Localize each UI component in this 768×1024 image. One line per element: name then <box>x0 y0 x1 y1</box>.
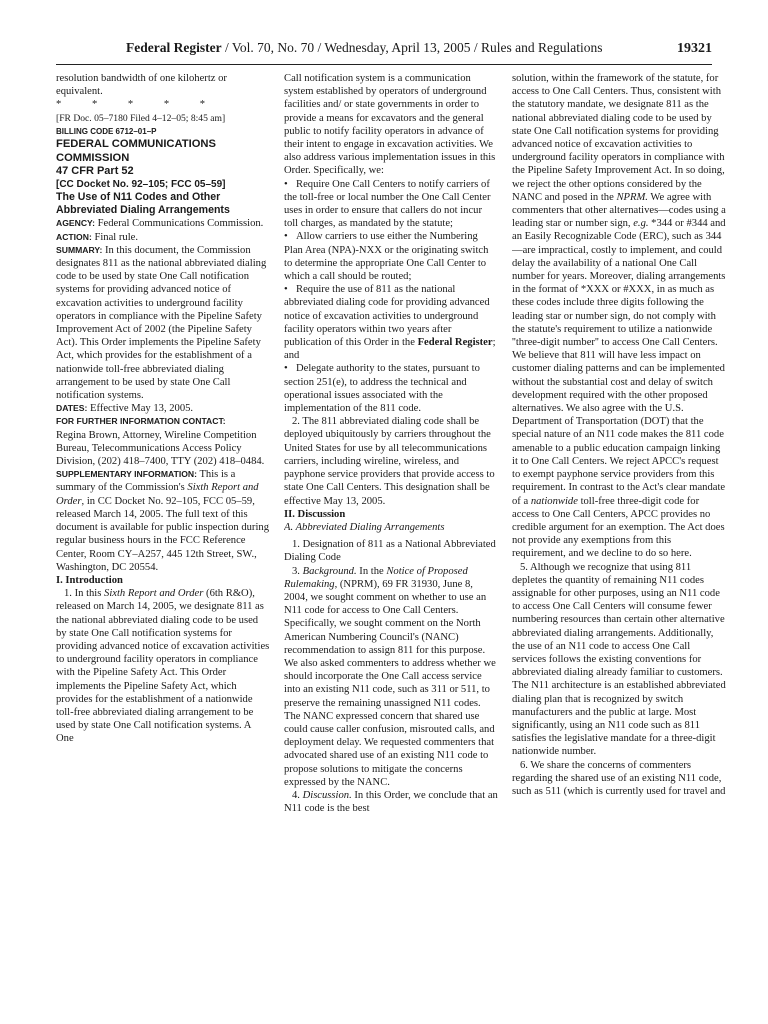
contact-text: Regina Brown, Attorney, Wireline Competition Bureau, Telecommunications Access Policy Division, (202) 418–7400, TTY (202) 418–0484. <box>56 429 265 468</box>
paragraph-5: 5. Although we recognize that using 811 depletes the quantity of remaining N11 codes assignable for other purposes, using an N11 code to access One Call Centers will consume fewer numbering resources than certain other alternative abbreviated dialing arrangements. Additionally, the use of an N11 code to access One Call services follows the existing conventions for abbreviated dialing already familiar to customers. The N11 architecture is an established abbreviated dialing plan that is recognized by switch manufacturers and the public at large. Most significantly, using an N11 code such as 811 satisfies the legislative mandate for a three-digit nationwide number. <box>512 561 726 758</box>
bullet-item: • Require One Call Centers to notify carriers of the toll-free or local number the One Call Center uses in order to ensure that callers do not incur toll charges, as mandated by the statute; <box>284 178 491 230</box>
discussion-heading: II. Discussion <box>284 508 346 520</box>
carryover-text: resolution bandwidth of one kilohertz or equivalent. <box>56 73 227 98</box>
paragraph-6: 6. We share the concerns of commenters regarding the shared use of an existing N11 code, such as 511 (which is currently used for travel and <box>512 759 726 797</box>
fr-doc-line: [FR Doc. 05–7180 Filed 4–12–05; 8:45 am] <box>56 112 226 124</box>
three-column-body <box>56 72 726 1012</box>
subsection-1-heading: 1. Designation of 811 as a National Abbreviated Dialing Code <box>284 539 496 564</box>
paragraph-4-continued: solution, within the framework of the statute, for access to One Call Centers. Thus, consistent with the statutory mandate, we designate 811 as the national abbreviated dialing code to be used by state One Call notification systems for providing advanced notice of excavation activities to underground facility operators in compliance with the Pipeline Safety Improvement Act. In so doing, we reject the other options considered by the NANC and posed in the NPRM. We agree with commenters that other alternatives—codes using a leading star or number sign, e.g. *344 or #344 and an Easily Recognizable Code (ERC), such as 344—are impractical, costly to implement, and could delay the availability of a national One Call number for years. Moreover, dialing arrangements in the format of *XXX or #XXX, in as much as these codes include three digits following the leading star or number sign, do not comply with the statute's requirement to utilize a nationwide ''three-digit number'' to access One Call Centers. We believe that 811 will have less impact on customer dialing patterns and can be implemented without the substantial cost and delay of switch development required with the other proposed alternatives. We also agree with the U.S. Department of Transportation (DOT) that the special nature of an N11 code makes the 811 code amenable to a public education campaign linking it to One Call Centers. We reject APCC's request to exempt payphone service providers from this requirement. In contrast to the Act's clear mandate of a nationwide toll-free three-digit code for access to One Call Centers, APCC provides no credible argument for an exemption. The Act does not provide any exemptions from this requirement, and we decline to do so here. <box>512 73 726 560</box>
bullet-icon: • <box>284 231 288 243</box>
bullet-icon: • <box>284 363 288 375</box>
bullet-icon: • <box>284 178 288 190</box>
bullet-item: • Require the use of 811 as the national abbreviated dialing code for providing advanced notice of excavation activities to underground facility operators within two years after publication of this Order in the Federal Register; and <box>284 284 496 362</box>
action-block: ACTION: Final rule. <box>56 231 139 243</box>
running-header <box>56 40 712 65</box>
issue-info: / Vol. 70, No. 70 / Wednesday, April 13, 2005 / Rules and Regulations <box>221 40 603 55</box>
paragraph-4: 4. Discussion. In this Order, we conclude that an N11 code is the best <box>284 789 498 815</box>
summary-block: SUMMARY: In this document, the Commission designates 811 as the national abbreviated dialing code to be used by state One Call notification systems for providing advanced notice of excavation activities to underground facility operators in compliance with the Pipeline Safety Improvement Act of 2002 (the Pipeline Safety Act). This Order implements the Pipeline Safety Act, which provides for the establishment of a nationwide toll-free abbreviated dialing arrangement to be used by state One Call notification systems. <box>56 244 267 402</box>
paragraph-2: 2. The 811 abbreviated dialing code shall be deployed ubiquitously by carriers throughout the United States for use by all telecommunications carriers, including wireline, wireless, and payphone service providers that provide access to state One Call Centers. This designation shall be effective May 13, 2005. <box>284 416 495 507</box>
paragraph-1-continued: Call notification system is a communication system established by operators of underground facilities and/ or state governments in order to provide a means for excavators and the general public to notify facility operators in advance of their intent to engage in excavation activities. We also address various implementation issues in this Order. Specifically, we: <box>284 73 496 177</box>
introduction-heading: I. Introduction <box>56 574 123 586</box>
header-left <box>56 40 657 56</box>
column-1 <box>56 72 270 1012</box>
paragraph-3: 3. Background. In the Notice of Proposed Rulemaking, (NPRM), 69 FR 31930, June 8, 2004, we sought comment on whether to use an N11 code for access to One Call Centers. Specifically, we sought comment on the North American Numbering Council's (NANC) recommendation to assign 811 for this purpose. We also asked commenters to address whether we should incorporate the One Call access service into an existing N11 code, such as 311 or 511, to preserve the remaining unassigned N11 codes. The NANC expressed concern that shared use could cause caller confusion, misrouted calls, and deployment delay. We requested commenters that advocated shared use of an existing N11 code to propose solutions to mitigate the concerns expressed by the NANC. <box>284 565 496 788</box>
agency-block: AGENCY: Federal Communications Commission. <box>56 218 264 230</box>
subsection-a-heading: A. Abbreviated Dialing Arrangements <box>284 521 445 533</box>
column-2 <box>284 72 498 1012</box>
supplementary-block: SUPPLEMENTARY INFORMATION: This is a summary of the Commission's Sixth Report and Order, in CC Docket No. 92–105, FCC 05–59, released March 14, 2005. The full text of this document is available for public inspection during regular business hours in the FCC Reference Center, Room CY–A257, 445 12th Street, SW., Washington, DC 20554. <box>56 469 269 573</box>
billing-code: BILLING CODE 6712–01–P <box>56 126 157 136</box>
column-3 <box>512 72 726 1012</box>
bullet-item: • Allow carriers to use either the Numbering Plan Area (NPA)-NXX or the originating switch to determine the appropriate One Call Center to which a call should be routed; <box>284 231 489 283</box>
bullet-icon: • <box>284 284 288 296</box>
agency-heading: FEDERAL COMMUNICATIONS COMMISSION <box>56 138 216 164</box>
publication-name: Federal Register <box>126 40 222 55</box>
bullet-item: • Delegate authority to the states, pursuant to section 251(e), to address the technical and operational issues associated with the implementation of the 811 code. <box>284 363 480 415</box>
dates-block: DATES: Effective May 13, 2005. <box>56 403 194 415</box>
cfr-part: 47 CFR Part 52 <box>56 165 134 178</box>
docket-number: [CC Docket No. 92–105; FCC 05–59] <box>56 179 226 191</box>
section-break-stars: * * * * * <box>56 99 220 111</box>
rule-subject: The Use of N11 Codes and Other Abbreviated Dialing Arrangements <box>56 191 230 217</box>
contact-label: FOR FURTHER INFORMATION CONTACT: <box>56 416 226 427</box>
page-number: 19321 <box>677 41 712 56</box>
paragraph-1: 1. In this Sixth Report and Order (6th R&O), released on March 14, 2005, we designate 811 as the national abbreviated dialing code to be used by state One Call notification systems for providing advanced notice of excavation activities to underground facility operators in compliance with the Pipeline Safety Act. This Order implements the Pipeline Safety Act, which provides for the establishment of a nationwide toll-free abbreviated dialing arrangement to be used by state One Call notification systems. A One <box>56 588 270 745</box>
